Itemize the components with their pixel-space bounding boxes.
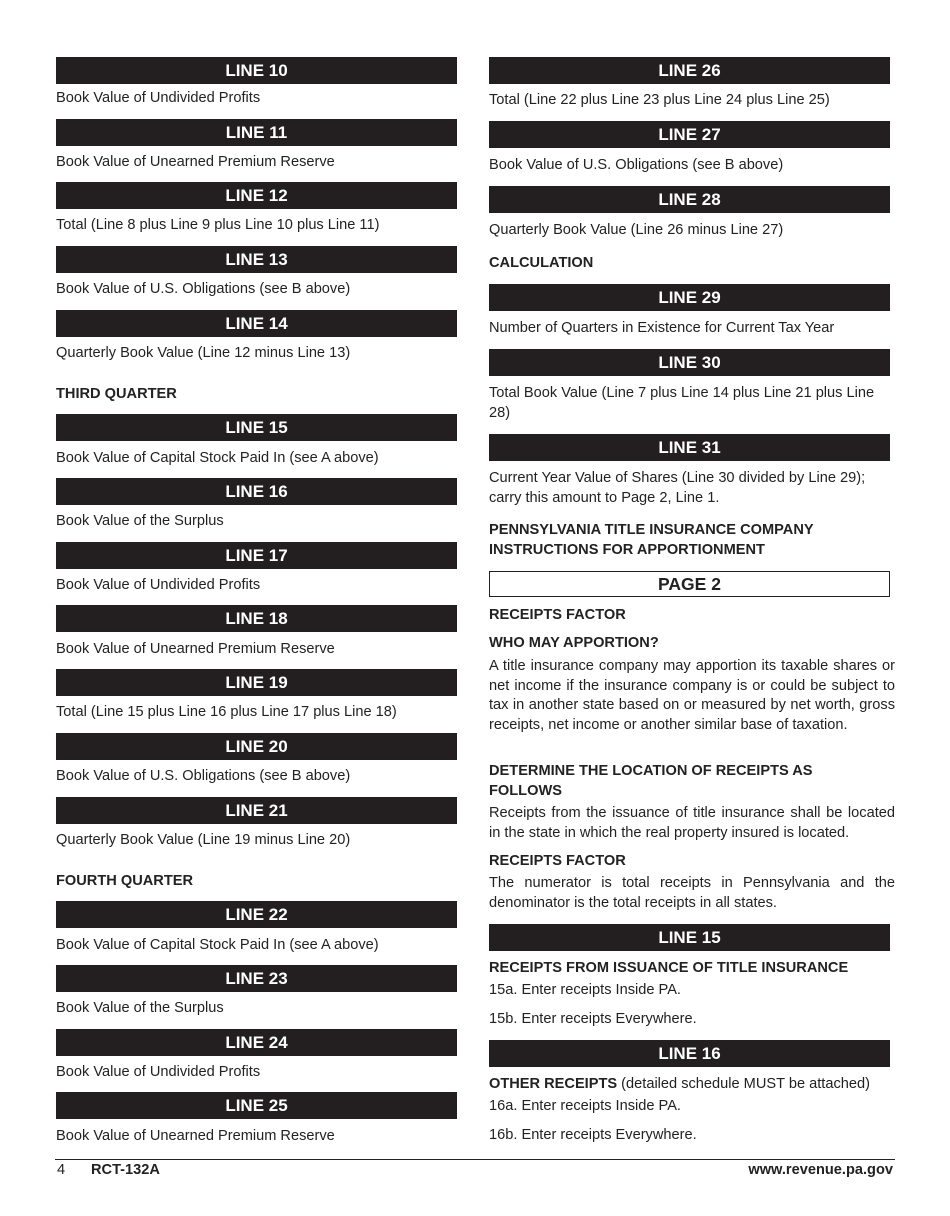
- line-29-text: Number of Quarters in Existence for Current Tax Year: [489, 320, 835, 336]
- page-2-box: PAGE 2: [489, 571, 890, 597]
- line-17-bar: LINE 17: [56, 542, 457, 569]
- line-21-bar: LINE 21: [56, 797, 457, 824]
- line-22-text: Book Value of Capital Stock Paid In (see A above): [56, 937, 379, 953]
- receipts-title-insurance-heading: RECEIPTS FROM ISSUANCE OF TITLE INSURANCE: [489, 960, 849, 976]
- line-23-bar: LINE 23: [56, 965, 457, 992]
- line-30-bar: LINE 30: [489, 349, 890, 376]
- receipts-line-15-bar: LINE 15: [489, 924, 890, 951]
- calculation-heading: CALCULATION: [489, 255, 594, 271]
- website-link[interactable]: www.revenue.pa.gov: [748, 1162, 893, 1178]
- line-31-text: Current Year Value of Shares (Line 30 divided by Line 29); carry this amount to Page 2, Line 1.: [489, 470, 866, 506]
- third-quarter-heading: THIRD QUARTER: [56, 386, 177, 402]
- line-14-bar: LINE 14: [56, 310, 457, 337]
- line-16b-text: 16b. Enter receipts Everywhere.: [489, 1127, 697, 1143]
- line-21-text: Quarterly Book Value (Line 19 minus Line 20): [56, 832, 351, 848]
- line-26-text: Total (Line 22 plus Line 23 plus Line 24 plus Line 25): [489, 92, 830, 108]
- line-15a-text: 15a. Enter receipts Inside PA.: [489, 982, 681, 998]
- determine-location-heading: DETERMINE THE LOCATION OF RECEIPTS AS FOLLOWS: [489, 763, 813, 799]
- line-13-text: Book Value of U.S. Obligations (see B above): [56, 281, 351, 297]
- receipts-factor-heading: RECEIPTS FACTOR: [489, 607, 626, 623]
- receipts-factor-heading-2: RECEIPTS FACTOR: [489, 853, 626, 869]
- who-may-apportion-heading: WHO MAY APPORTION?: [489, 635, 659, 651]
- line-31-bar: LINE 31: [489, 434, 890, 461]
- line-20-bar: LINE 20: [56, 733, 457, 760]
- line-22-bar: LINE 22: [56, 901, 457, 928]
- line-19-text: Total (Line 15 plus Line 16 plus Line 17 plus Line 18): [56, 704, 397, 720]
- line-15b-text: 15b. Enter receipts Everywhere.: [489, 1011, 697, 1027]
- who-may-apportion-text: A title insurance company may apportion its taxable shares or net income if the insurance company is or could be subject to tax in another state based on or measured by net worth, gross receipts, net income or another similar base of taxation.: [489, 658, 895, 733]
- receipts-line-16-bar: LINE 16: [489, 1040, 890, 1067]
- line-29-bar: LINE 29: [489, 284, 890, 311]
- other-receipts-label: OTHER RECEIPTS: [489, 1076, 618, 1092]
- line-18-text: Book Value of Unearned Premium Reserve: [56, 641, 335, 657]
- line-11-bar: LINE 11: [56, 119, 457, 146]
- fourth-quarter-heading: FOURTH QUARTER: [56, 873, 194, 889]
- line-26-bar: LINE 26: [489, 57, 890, 84]
- receipts-factor-text: The numerator is total receipts in Pennsylvania and the denominator is the total receipts in all states.: [489, 875, 895, 911]
- line-15-text: Book Value of Capital Stock Paid In (see A above): [56, 450, 379, 466]
- line-14-text: Quarterly Book Value (Line 12 minus Line 13): [56, 345, 351, 361]
- line-10-bar: LINE 10: [56, 57, 457, 84]
- line-30-text: Total Book Value (Line 7 plus Line 14 plus Line 21 plus Line 28): [489, 385, 875, 421]
- form-id: RCT-132A: [91, 1162, 160, 1178]
- line-27-text: Book Value of U.S. Obligations (see B above): [489, 157, 784, 173]
- line-27-bar: LINE 27: [489, 121, 890, 148]
- page-number: 4: [57, 1162, 66, 1178]
- line-15-bar: LINE 15: [56, 414, 457, 441]
- line-12-bar: LINE 12: [56, 182, 457, 209]
- line-25-bar: LINE 25: [56, 1092, 457, 1119]
- line-25-text: Book Value of Unearned Premium Reserve: [56, 1128, 335, 1144]
- pa-title-insurance-heading: PENNSYLVANIA TITLE INSURANCE COMPANY INSTRUCTIONS FOR APPORTIONMENT: [489, 522, 814, 558]
- line-16-bar: LINE 16: [56, 478, 457, 505]
- line-13-bar: LINE 13: [56, 246, 457, 273]
- line-28-bar: LINE 28: [489, 186, 890, 213]
- other-receipts-note: (detailed schedule MUST be attached): [617, 1076, 870, 1092]
- line-20-text: Book Value of U.S. Obligations (see B above): [56, 768, 351, 784]
- line-24-bar: LINE 24: [56, 1029, 457, 1056]
- line-10-text: Book Value of Undivided Profits: [56, 90, 261, 106]
- line-18-bar: LINE 18: [56, 605, 457, 632]
- line-28-text: Quarterly Book Value (Line 26 minus Line 27): [489, 222, 784, 238]
- other-receipts-heading: [489, 1075, 899, 1095]
- determine-location-text: Receipts from the issuance of title insurance shall be located in the state in which the real property insured is located.: [489, 805, 895, 841]
- line-16-text: Book Value of the Surplus: [56, 513, 224, 529]
- line-19-bar: LINE 19: [56, 669, 457, 696]
- line-16a-text: 16a. Enter receipts Inside PA.: [489, 1098, 681, 1114]
- line-17-text: Book Value of Undivided Profits: [56, 577, 261, 593]
- line-23-text: Book Value of the Surplus: [56, 1000, 224, 1016]
- line-24-text: Book Value of Undivided Profits: [56, 1064, 261, 1080]
- line-11-text: Book Value of Unearned Premium Reserve: [56, 154, 335, 170]
- line-12-text: Total (Line 8 plus Line 9 plus Line 10 plus Line 11): [56, 217, 380, 233]
